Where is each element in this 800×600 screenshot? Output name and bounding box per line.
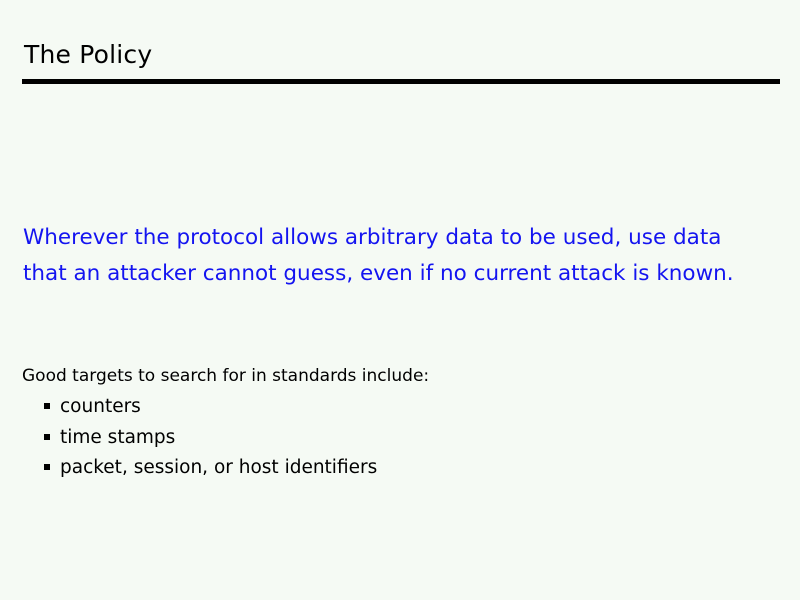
policy-statement bbox=[23, 220, 775, 292]
square-bullet-icon bbox=[44, 464, 50, 470]
list-item-label: packet, session, or host identifiers bbox=[60, 457, 378, 478]
list-item-label: counters bbox=[60, 396, 141, 417]
bullets-lead-in: Good targets to search for in standards include: bbox=[22, 366, 430, 386]
bullet-list bbox=[44, 392, 377, 484]
square-bullet-icon bbox=[44, 434, 50, 440]
policy-statement-line-1: Wherever the protocol allows arbitrary data to be used, use data bbox=[23, 225, 722, 250]
list-item bbox=[44, 423, 377, 454]
square-bullet-icon bbox=[44, 403, 50, 409]
page-title: The Policy bbox=[24, 40, 153, 69]
policy-statement-line-2: that an attacker cannot guess, even if no current attack is known. bbox=[23, 261, 734, 286]
list-item bbox=[44, 392, 377, 423]
list-item bbox=[44, 453, 377, 484]
list-item-label: time stamps bbox=[60, 426, 176, 448]
title-divider bbox=[22, 79, 780, 84]
